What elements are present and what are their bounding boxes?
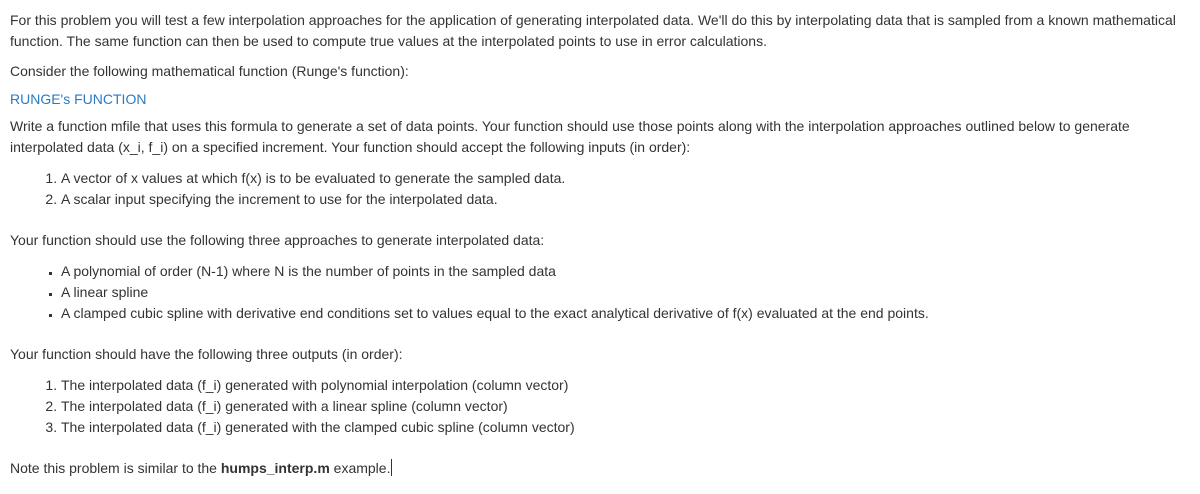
list-item: 1. A vector of x values at which f(x) is to be evaluated to generate the sampled data. [61,168,1194,189]
problem-statement [10,10,1194,479]
list-item: 1. The interpolated data (f_i) generated with polynomial interpolation (column vector) [61,375,1194,396]
list-item: ▪ A clamped cubic spline with derivative end conditions set to values equal to the exact analytical derivative of f(x) evaluated at the end points. [61,303,1194,324]
note-filename: humps_interp.m [220,460,330,476]
approaches-list [10,261,1194,324]
approaches-intro: Your function should use the following three approaches to generate interpolated data: [10,232,545,248]
outputs-intro: Your function should have the following three outputs (in order): [10,346,403,362]
list-item: ▪ A polynomial of order (N-1) where N is the number of points in the sampled data [61,261,1194,282]
write-function-paragraph: Write a function mfile that uses this formula to generate a set of data points. Your function should use those points along with the interpolation approaches outlined below to generate interpolated data (x_i, f_i) on a specified increment. Your function should accept the following inputs (in order): [10,118,1130,155]
outputs-list [10,375,1194,438]
text-cursor [391,459,392,476]
list-item: 2. A scalar input specifying the increment to use for the interpolated data. [61,189,1194,210]
note-prefix: Note this problem is similar to the [10,460,221,476]
list-item: 2. The interpolated data (f_i) generated with a linear spline (column vector) [61,396,1194,417]
note-suffix: example. [329,460,391,476]
runge-function-link[interactable]: RUNGE's FUNCTION [10,91,147,107]
list-item: 3. The interpolated data (f_i) generated with the clamped cubic spline (column vector) [61,417,1194,438]
list-item: ▪ A linear spline [61,282,1194,303]
consider-paragraph: Consider the following mathematical function (Runge's function): [10,63,409,79]
note-paragraph[interactable] [10,458,1194,479]
intro-paragraph: For this problem you will test a few interpolation approaches for the application of generating interpolated data. We'll do this by interpolating data that is sampled from a known mathematical function. The same function can then be used to compute true values at the interpolated points to use in error calculations. [10,12,1176,49]
inputs-list [10,168,1194,210]
